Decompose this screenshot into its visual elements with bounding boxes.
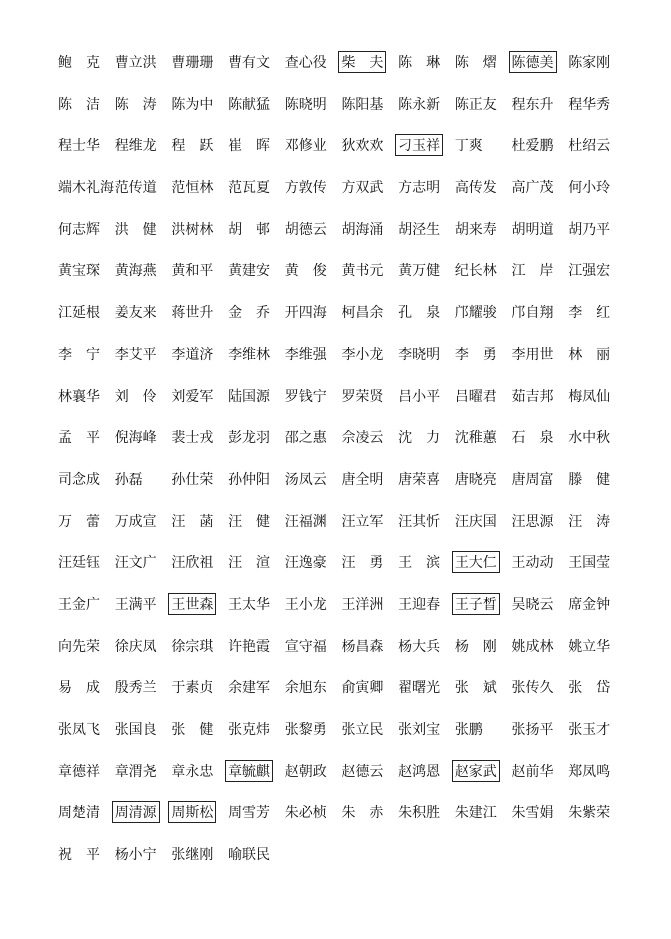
name-entry: 赵前华 bbox=[511, 763, 554, 780]
name-entry: 陈晓明 bbox=[284, 96, 327, 113]
name-entry: 方志明 bbox=[398, 180, 441, 197]
name-entry: 端木礼海 bbox=[58, 180, 114, 197]
name-entry: 黄万健 bbox=[398, 263, 441, 280]
name-entry: 江 岸 bbox=[511, 263, 554, 280]
name-entry: 林 丽 bbox=[568, 346, 611, 363]
name-entry: 刘 伶 bbox=[114, 388, 157, 405]
name-entry: 汪逸豪 bbox=[284, 555, 327, 572]
name-entry: 胡海涌 bbox=[341, 221, 384, 238]
name-entry: 章永忠 bbox=[171, 763, 214, 780]
name-entry: 姚立华 bbox=[568, 638, 611, 655]
name-entry: 杨 刚 bbox=[454, 638, 497, 655]
name-entry: 邝耀骏 bbox=[454, 305, 497, 322]
name-entry: 水中秋 bbox=[568, 430, 611, 447]
name-entry: 于素贞 bbox=[171, 680, 214, 697]
name-entry: 张继刚 bbox=[171, 847, 214, 864]
name-entry: 万成宣 bbox=[114, 513, 157, 530]
name-entry: 佘凌云 bbox=[341, 430, 384, 447]
name-entry: 朱建江 bbox=[454, 805, 497, 822]
name-entry: 汪其忻 bbox=[398, 513, 441, 530]
name-entry: 杜绍云 bbox=[568, 138, 611, 155]
name-entry: 王太华 bbox=[228, 596, 271, 613]
name-entry: 开四海 bbox=[284, 305, 327, 322]
name-entry: 陈 琳 bbox=[398, 55, 441, 71]
name-entry: 茹吉邦 bbox=[511, 388, 554, 405]
name-entry: 张 斌 bbox=[454, 680, 497, 697]
name-entry: 汪 涛 bbox=[568, 513, 611, 530]
name-entry: 李艾平 bbox=[114, 346, 157, 363]
name-entry: 朱 赤 bbox=[341, 805, 384, 822]
name-entry: 何小玲 bbox=[568, 180, 611, 197]
name-entry: 张国良 bbox=[114, 722, 157, 738]
name-entry: 汤凤云 bbox=[284, 471, 327, 488]
name-entry: 程东升 bbox=[511, 96, 554, 113]
name-entry: 彭龙羽 bbox=[228, 430, 271, 447]
name-entry: 喻联民 bbox=[228, 847, 271, 864]
name-entry: 徐宗琪 bbox=[171, 638, 214, 655]
name-entry: 张鹏 bbox=[454, 722, 483, 738]
name-entry: 胡德云 bbox=[284, 221, 327, 238]
name-entry: 胡 邨 bbox=[228, 221, 271, 238]
name-entry: 朱积胜 bbox=[398, 805, 441, 822]
name-entry: 张 岱 bbox=[568, 680, 611, 697]
name-entry: 殷秀兰 bbox=[114, 680, 157, 697]
name-entry: 程维龙 bbox=[114, 138, 157, 155]
name-entry: 汪福渊 bbox=[284, 513, 327, 530]
name-entry: 许艳霞 bbox=[228, 638, 271, 655]
name-entry: 张立民 bbox=[341, 722, 384, 738]
name-entry: 邓修业 bbox=[284, 138, 327, 155]
name-entry: 张克炜 bbox=[228, 722, 271, 738]
name-entry: 杨昌森 bbox=[341, 638, 384, 655]
name-entry: 孟 平 bbox=[58, 430, 100, 447]
name-entry: 余旭东 bbox=[284, 680, 327, 697]
name-entry: 胡来寿 bbox=[454, 221, 497, 238]
name-entry: 李晓明 bbox=[398, 346, 441, 363]
name-entry: 祝 平 bbox=[58, 847, 100, 864]
name-entry: 王迎春 bbox=[398, 596, 441, 613]
name-entry: 杨小宁 bbox=[114, 847, 157, 864]
name-entry: 高传发 bbox=[454, 180, 497, 197]
name-entry: 程 跃 bbox=[171, 138, 214, 155]
name-entry: 余建军 bbox=[228, 680, 271, 697]
name-entry: 蒋世升 bbox=[171, 305, 214, 322]
name-entry: 孙仕荣 bbox=[171, 471, 214, 488]
name-entry: 易 成 bbox=[58, 680, 100, 697]
name-entry: 王洋洲 bbox=[341, 596, 384, 613]
name-entry: 吴晓云 bbox=[511, 596, 554, 613]
name-entry: 司念成 bbox=[58, 471, 100, 488]
name-entry: 黄海燕 bbox=[114, 263, 157, 280]
name-entry: 李维强 bbox=[284, 346, 327, 363]
boxed-name-entry: 陈德美 bbox=[509, 51, 557, 73]
name-entry: 郑凤鸣 bbox=[568, 763, 611, 780]
name-entry: 张刘宝 bbox=[398, 722, 441, 738]
name-entry: 徐庆凤 bbox=[114, 638, 157, 655]
name-entry: 鲍 克 bbox=[58, 55, 100, 71]
name-entry: 朱紫荣 bbox=[568, 805, 611, 822]
name-entry: 汪 勇 bbox=[341, 555, 384, 572]
name-entry: 方双武 bbox=[341, 180, 384, 197]
name-entry: 范恒林 bbox=[171, 180, 214, 197]
name-entry: 倪海峰 bbox=[114, 430, 157, 447]
name-entry: 程华秀 bbox=[568, 96, 611, 113]
name-entry: 张 健 bbox=[171, 722, 214, 738]
name-entry: 王国莹 bbox=[568, 555, 611, 572]
name-entry: 罗荣贤 bbox=[341, 388, 384, 405]
name-entry: 方敦传 bbox=[284, 180, 327, 197]
name-entry: 陈正友 bbox=[454, 96, 497, 113]
name-entry: 何志辉 bbox=[58, 221, 100, 238]
name-entry: 高广茂 bbox=[511, 180, 554, 197]
name-entry: 翟曙光 bbox=[398, 680, 441, 697]
name-entry: 孙磊 bbox=[114, 471, 143, 488]
name-entry: 赵朝政 bbox=[284, 763, 327, 780]
name-entry: 向先荣 bbox=[58, 638, 100, 655]
name-entry: 赵鸿恩 bbox=[398, 763, 441, 780]
name-entry: 万 蕾 bbox=[58, 513, 100, 530]
name-entry: 陆国源 bbox=[228, 388, 271, 405]
name-entry: 曹立洪 bbox=[114, 55, 157, 71]
name-entry: 陈 熠 bbox=[454, 55, 497, 71]
name-entry: 张扬平 bbox=[511, 722, 554, 738]
name-entry: 李 红 bbox=[568, 305, 611, 322]
name-entry: 纪长林 bbox=[454, 263, 497, 280]
name-entry: 姚成林 bbox=[511, 638, 554, 655]
name-entry: 张传久 bbox=[511, 680, 554, 697]
name-entry: 周楚清 bbox=[58, 805, 100, 822]
name-entry: 张玉才 bbox=[568, 722, 611, 738]
name-entry: 吕曜君 bbox=[454, 388, 497, 405]
name-entry: 李道济 bbox=[171, 346, 214, 363]
name-entry: 沈 力 bbox=[398, 430, 441, 447]
name-entry: 唐全明 bbox=[341, 471, 384, 488]
name-entry: 洪树林 bbox=[171, 221, 214, 238]
name-entry: 王小龙 bbox=[284, 596, 327, 613]
name-entry: 林襄华 bbox=[58, 388, 100, 405]
name-entry: 柯昌余 bbox=[341, 305, 384, 322]
name-entry: 周雪芳 bbox=[228, 805, 271, 822]
name-entry: 陈 涛 bbox=[114, 96, 157, 113]
name-entry: 俞寅卿 bbox=[341, 680, 384, 697]
name-entry: 陈 洁 bbox=[58, 96, 100, 113]
name-entry: 章德祥 bbox=[58, 763, 100, 780]
name-entry: 陈阳基 bbox=[341, 96, 384, 113]
name-entry: 杜爱鹏 bbox=[511, 138, 554, 155]
boxed-name-entry: 周清源 bbox=[112, 801, 160, 823]
name-entry: 裴士戎 bbox=[171, 430, 214, 447]
boxed-name-entry: 赵家武 bbox=[452, 760, 500, 782]
name-entry: 王 滨 bbox=[398, 555, 441, 572]
name-entry: 黄书元 bbox=[341, 263, 384, 280]
name-entry: 李 宁 bbox=[58, 346, 100, 363]
name-entry: 汪庆国 bbox=[454, 513, 497, 530]
boxed-name-entry: 刁玉祥 bbox=[395, 134, 443, 156]
boxed-name-entry: 章毓麒 bbox=[225, 760, 273, 782]
name-entry: 查心役 bbox=[284, 55, 327, 71]
name-entry: 朱雪娟 bbox=[511, 805, 554, 822]
name-entry: 李维林 bbox=[228, 346, 271, 363]
name-entry: 王金广 bbox=[58, 596, 100, 613]
name-entry: 丁爽 bbox=[454, 138, 483, 155]
boxed-name-entry: 柴 夫 bbox=[338, 51, 386, 73]
name-entry: 汪文广 bbox=[114, 555, 157, 572]
name-entry: 汪 健 bbox=[228, 513, 271, 530]
name-entry: 孔 泉 bbox=[398, 305, 441, 322]
name-entry: 赵德云 bbox=[341, 763, 384, 780]
name-entry: 张凤飞 bbox=[58, 722, 100, 738]
name-entry: 李小龙 bbox=[341, 346, 384, 363]
name-entry: 范传道 bbox=[114, 180, 157, 197]
name-entry: 唐晓亮 bbox=[454, 471, 497, 488]
name-entry: 汪廷钰 bbox=[58, 555, 100, 572]
name-entry: 李 勇 bbox=[454, 346, 497, 363]
name-entry: 江强宏 bbox=[568, 263, 611, 280]
name-entry: 狄欢欢 bbox=[341, 138, 384, 155]
name-entry: 陈为中 bbox=[171, 96, 214, 113]
name-entry: 范瓦夏 bbox=[228, 180, 271, 197]
name-entry: 石 泉 bbox=[511, 430, 554, 447]
name-entry: 章渭尧 bbox=[114, 763, 157, 780]
name-entry: 洪 健 bbox=[114, 221, 157, 238]
name-entry: 黄和平 bbox=[171, 263, 214, 280]
name-entry: 王满平 bbox=[114, 596, 157, 613]
name-entry: 宣守福 bbox=[284, 638, 327, 655]
name-entry: 唐周富 bbox=[511, 471, 554, 488]
boxed-name-entry: 周斯松 bbox=[168, 801, 216, 823]
name-entry: 汪立军 bbox=[341, 513, 384, 530]
name-entry: 吕小平 bbox=[398, 388, 441, 405]
name-entry: 金 乔 bbox=[228, 305, 271, 322]
name-entry: 汪思源 bbox=[511, 513, 554, 530]
name-entry: 邵之惠 bbox=[284, 430, 327, 447]
name-entry: 刘爱军 bbox=[171, 388, 214, 405]
name-entry: 孙仲阳 bbox=[228, 471, 271, 488]
name-entry: 梅凤仙 bbox=[568, 388, 611, 405]
name-entry: 姜友来 bbox=[114, 305, 157, 322]
name-entry: 罗钱宁 bbox=[284, 388, 327, 405]
name-entry: 陈家刚 bbox=[568, 55, 611, 71]
name-list bbox=[55, 51, 645, 885]
name-entry: 胡泾生 bbox=[398, 221, 441, 238]
name-entry: 黄建安 bbox=[228, 263, 271, 280]
name-entry: 程士华 bbox=[58, 138, 100, 155]
name-entry: 胡乃平 bbox=[568, 221, 611, 238]
name-entry: 汪 菡 bbox=[171, 513, 214, 530]
name-entry: 陈献猛 bbox=[228, 96, 271, 113]
name-entry: 席金钟 bbox=[568, 596, 611, 613]
name-entry: 陈永新 bbox=[398, 96, 441, 113]
name-entry: 黄 俊 bbox=[284, 263, 327, 280]
name-entry: 曹珊珊 bbox=[171, 55, 214, 71]
boxed-name-entry: 王子晳 bbox=[452, 593, 500, 615]
name-entry: 唐荣喜 bbox=[398, 471, 441, 488]
name-entry: 张黎勇 bbox=[284, 722, 327, 738]
name-entry: 崔 晖 bbox=[228, 138, 271, 155]
name-entry: 朱必桢 bbox=[284, 805, 327, 822]
name-entry: 沈稚蕙 bbox=[454, 430, 497, 447]
name-entry: 杨大兵 bbox=[398, 638, 441, 655]
name-entry: 曹有文 bbox=[228, 55, 271, 71]
name-entry: 王动动 bbox=[511, 555, 554, 572]
boxed-name-entry: 王大仁 bbox=[452, 551, 500, 573]
name-entry: 邝自翔 bbox=[511, 305, 554, 322]
name-entry: 李用世 bbox=[511, 346, 554, 363]
name-entry: 江延根 bbox=[58, 305, 100, 322]
name-entry: 黄宝琛 bbox=[58, 263, 100, 280]
name-entry: 汪 渲 bbox=[228, 555, 271, 572]
name-entry: 胡明道 bbox=[511, 221, 554, 238]
boxed-name-entry: 王世森 bbox=[168, 593, 216, 615]
name-entry: 汪欣祖 bbox=[171, 555, 214, 572]
name-entry: 滕 健 bbox=[568, 471, 611, 488]
